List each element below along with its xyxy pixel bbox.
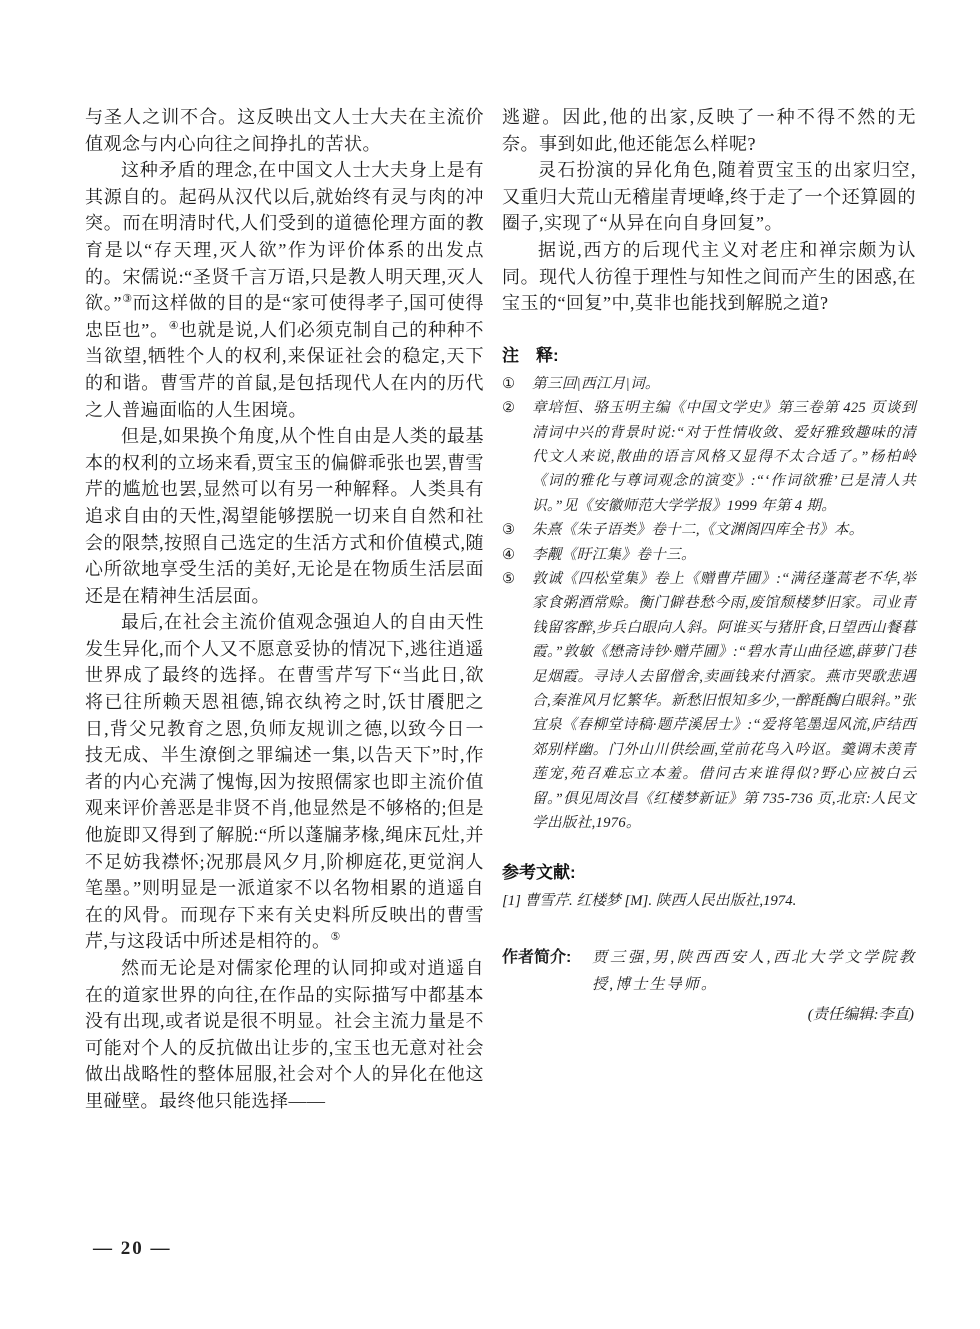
note-text: 敦诚《四松堂集》卷上《赠曹芹圃》:“满径蓬蒿老不华,举家食粥酒常赊。衡门僻巷愁今雨,废馆颓楼梦旧家。司业青钱留客醉,步兵白眼向人斜。阿谁买与猪肝食,日望西山餐暮霞。”敦敏《懋斋诗钞·赠芹圃》:“碧水青山曲径遮,薜萝门巷足烟霞。寻诗人去留僧舍,卖画钱来付酒家。燕市哭歌悲遇合,秦淮风月忆繁华。新愁旧恨知多少,一醉酕醄白眼斜。”张宜泉《春柳堂诗稿·题芹溪居士》:“爱将笔墨逞风流,庐结西郊别样幽。门外山川供绘画,堂前花鸟入吟讴。羹调未羡青莲宠,苑召难忘立本羞。借问古来谁得似?野心应被白云留。”俱见周汝昌《红楼梦新证》第 735-736 页,北京:人民文学出版社,1976。	[532, 571, 916, 832]
paragraph	[85, 609, 484, 955]
footnote-ref-4: ④	[168, 319, 179, 332]
paragraph-text: 而这样做的目的是“家可使得孝子,国可使得忠臣也”。	[85, 293, 484, 340]
paragraph	[502, 157, 916, 237]
reference-text: [1] 曹雪芹. 红楼梦 [M]. 陕西人民出版社,1974.	[502, 893, 797, 910]
note-marker: ⑤	[502, 571, 516, 587]
note-item-1	[502, 372, 916, 396]
note-text: 朱熹《朱子语类》卷十二,《文渊阁四库全书》本。	[532, 522, 864, 539]
paragraph	[85, 423, 484, 609]
paragraph-text: 与圣人之训不合。这反映出文人士大夫在主流价值观念与内心向往之间挣扎的苦状。	[85, 107, 484, 154]
footnote-ref-5: ⑤	[330, 931, 341, 944]
editor-credit: (责任编辑:李直)	[807, 1005, 914, 1023]
paragraph-text: 这种矛盾的理念,在中国文人士大夫身上是有其源自的。起码从汉代以后,就始终有灵与肉的冲突。而在明清时代,人们受到的道德伦理方面的教育是以“存天理,灭人欲”作为评价体系的出发点的。宋儒说:“圣贤千言万语,只是教人明天理,灭人欲。”	[85, 160, 484, 314]
paragraph-text: 逃避。因此,他的出家,反映了一种不得不然的无奈。事到如此,他还能怎么样呢?	[502, 107, 916, 154]
note-item-4	[502, 543, 916, 567]
paragraph-continuation	[85, 104, 484, 157]
right-column	[502, 104, 916, 1028]
author-bio	[502, 944, 916, 998]
note-item-5	[502, 567, 916, 835]
paragraph-continuation	[502, 104, 916, 157]
paragraph-text: 灵石扮演的异化角色,随着贾宝玉的出家归空,又重归大荒山无稽崖青埂峰,终于走了一个还算圆的圈子,实现了“从异在向自身回复”。	[502, 160, 916, 234]
note-marker: ③	[502, 522, 516, 539]
paragraph-text: 据说,西方的后现代主义对老庄和禅宗颇为认同。现代人彷徨于理性与知性之间而产生的困惑,在宝玉的“回复”中,莫非也能找到解脱之道?	[502, 239, 916, 314]
author-bio-text: 贾三强,男,陕西西安人,西北大学文学院教授,博士生导师。	[592, 948, 916, 993]
paragraph-text: 最后,在社会主流价值观念强迫人的自由天性发生异化,而个人又不愿意妥协的情况下,逃往逍遥世界成了最终的选择。在曹雪芹写下“当此日,欲将已往所赖天恩祖德,锦衣纨袴之时,饫甘餍肥之日,背父兄教育之恩,负师友规训之德,以致今日一技无成、半生潦倒之罪编述一集,以告天下”时,作者的内心充满了愧悔,因为按照儒家也即主流价值观来评价善恶是非贤不肖,他显然是不够格的;但是他旋即又得到了解脱:“所以蓬牖茅椽,绳床瓦灶,并不足妨我襟怀;况那晨风夕月,阶柳庭花,更觉润人笔墨。”则明显是一派道家不以名物相累的逍遥自在的风骨。而现存下来有关史料所反映出的曹雪芹,与这段话中所述是相符的。	[85, 612, 484, 952]
notes-heading: 注 释:	[502, 345, 559, 365]
reference-item-1	[502, 889, 916, 913]
note-marker: ④	[502, 546, 516, 563]
note-marker: ①	[502, 375, 516, 392]
paragraph-text: 但是,如果换个角度,从个性自由是人类的最基本的权利的立场来看,贾宝玉的偏僻乖张也罢,曹雪芹的尴尬也罢,显然可以有另一种解释。人类具有追求自由的天性,渴望能够摆脱一切来自自然和社会的限禁,按照自己选定的生活方式和价值模式,随心所欲地享受生活的美好,无论是在物质生活层面还是在精神生活层面。	[85, 426, 484, 606]
note-text: 李觏《盱江集》卷十三。	[532, 546, 696, 563]
note-item-2	[502, 396, 916, 518]
note-text: 章培恒、骆玉明主编《中国文学史》第三卷第 425 页谈到清词中兴的背景时说:“对于性情收敛、爱好雅致趣味的清代文人来说,散曲的语言风格又显得不太合适了。”杨柏岭《词的雅化与尊词观念的演变》:“‘作词欲雅’已是清人共识。”见《安徽师范大学学报》1999 年第 4 期。	[532, 400, 916, 514]
paragraph-text: 然而无论是对儒家伦理的认同抑或对逍遥自在的道家世界的向往,在作品的实际描写中都基本没有出现,或者说是很不明显。社会主流力量是不可能对个人的反抗做出让步的,宝玉也无意对社会做出战略性的整体屈服,社会对个人的异化在他这里碰壁。最终他只能选择——	[85, 958, 484, 1111]
paragraph	[85, 955, 484, 1115]
note-marker: ②	[502, 400, 516, 417]
note-text: 第三回|西江月|词。	[532, 375, 660, 392]
paragraph	[85, 157, 484, 423]
author-bio-label: 作者简介:	[502, 948, 572, 966]
note-item-3	[502, 518, 916, 542]
paragraph-text: 也就是说,人们必须克制自己的种种不当欲望,牺牲个人的权利,来保证社会的稳定,天下的和谐。曹雪芹的首鼠,是包括现代人在内的历代之人普遍面临的人生困境。	[85, 319, 484, 420]
references-heading: 参考文献:	[502, 863, 576, 883]
left-column	[85, 104, 484, 1115]
page-number: — 20 —	[93, 1238, 172, 1259]
paragraph	[502, 237, 916, 317]
footnote-ref-3: ③	[122, 293, 133, 306]
